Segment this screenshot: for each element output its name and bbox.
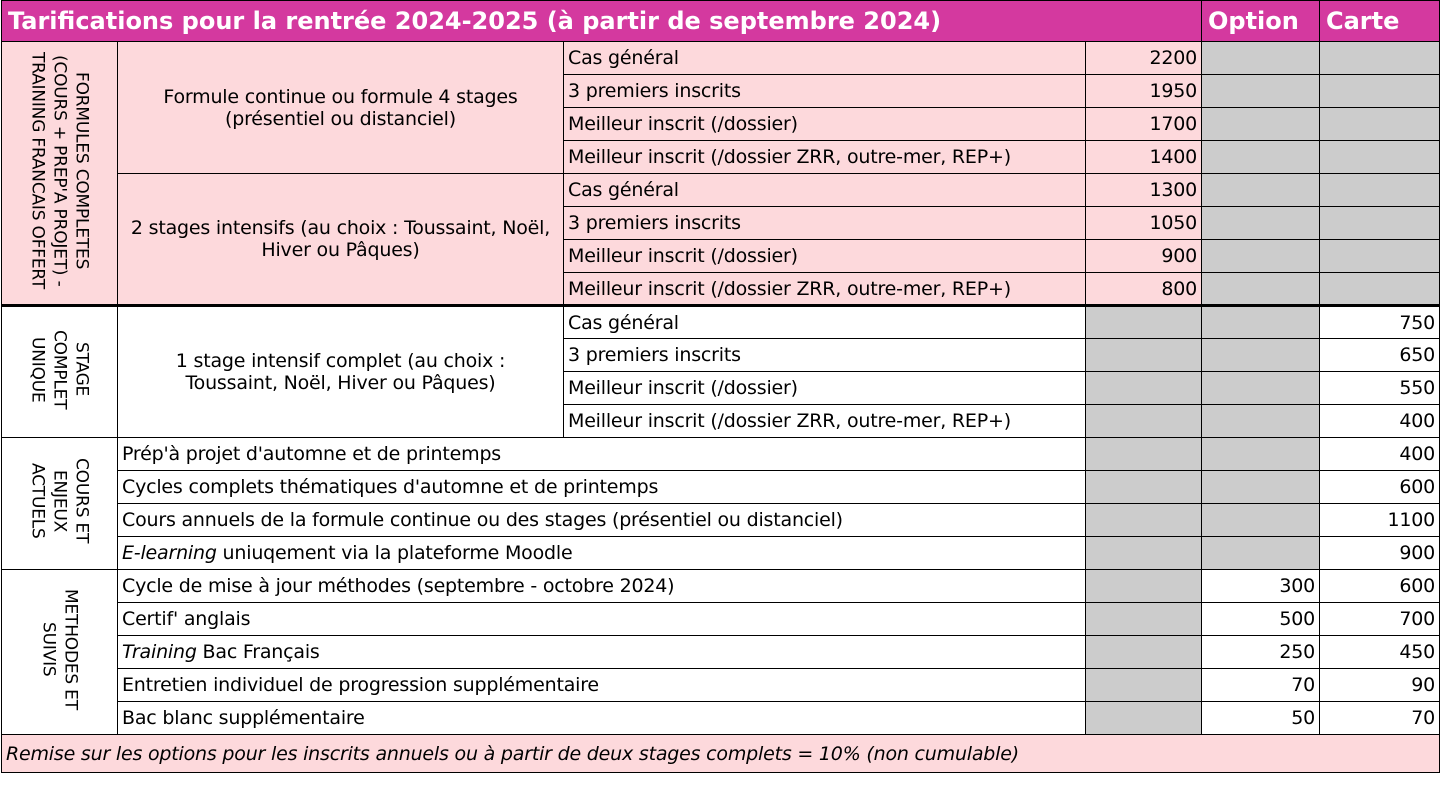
group-label: COURS ET ENJEUX ACTUELS (27, 458, 92, 544)
price-cell: 2200 (1086, 42, 1202, 75)
carte-cell: 1100 (1320, 504, 1440, 537)
case-label: Meilleur inscrit (/dossier ZRR, outre-mer, REP+) (564, 273, 1086, 306)
table-title: Tarifications pour la rentrée 2024-2025 (à partir de septembre 2024) (2, 1, 1202, 42)
option-cell: 500 (1202, 603, 1320, 636)
table-header-row (2, 1, 1440, 42)
option-empty (1202, 141, 1320, 174)
column-header-carte: Carte (1320, 1, 1440, 42)
table-row (2, 537, 1440, 570)
option-empty (1202, 339, 1320, 372)
methode-label: Certif' anglais (118, 603, 1086, 636)
methode-label-rest: Bac Français (196, 641, 320, 663)
price-empty (1086, 339, 1202, 372)
carte-empty (1320, 75, 1440, 108)
carte-cell: 750 (1320, 306, 1440, 339)
case-label: Cas général (564, 306, 1086, 339)
price-empty (1086, 504, 1202, 537)
case-label: 3 premiers inscrits (564, 339, 1086, 372)
price-empty (1086, 669, 1202, 702)
table-row (2, 471, 1440, 504)
pricing-table (1, 0, 1440, 773)
group-label: METHODES ET SUIVIS (38, 589, 81, 710)
carte-cell: 400 (1320, 438, 1440, 471)
table-row (2, 603, 1440, 636)
deux-stages-label: 2 stages intensifs (au choix : Toussaint, Noël, Hiver ou Pâques) (118, 174, 564, 306)
option-empty (1202, 405, 1320, 438)
methode-label: Bac blanc supplémentaire (118, 702, 1086, 735)
option-empty (1202, 240, 1320, 273)
case-label: Meilleur inscrit (/dossier) (564, 372, 1086, 405)
cours-label (118, 537, 1086, 570)
option-empty (1202, 42, 1320, 75)
carte-empty (1320, 141, 1440, 174)
table-row (2, 438, 1440, 471)
price-empty (1086, 537, 1202, 570)
price-cell: 1950 (1086, 75, 1202, 108)
carte-cell: 70 (1320, 702, 1440, 735)
carte-empty (1320, 207, 1440, 240)
table-row (2, 702, 1440, 735)
group-formules-completes (2, 42, 118, 306)
table-row (2, 306, 1440, 339)
price-empty (1086, 636, 1202, 669)
price-empty (1086, 306, 1202, 339)
option-empty (1202, 438, 1320, 471)
carte-cell: 450 (1320, 636, 1440, 669)
price-empty (1086, 702, 1202, 735)
methode-label-italic: Training (122, 641, 197, 663)
group-label: FORMULES COMPLETES (COURS + PREP'A PROJET) - TRAINING FRANCAIS OFFERT (27, 52, 92, 289)
option-empty (1202, 174, 1320, 207)
table-row (2, 669, 1440, 702)
methode-label: Entretien individuel de progression supplémentaire (118, 669, 1086, 702)
price-empty (1086, 405, 1202, 438)
case-label: Cas général (564, 42, 1086, 75)
option-empty (1202, 207, 1320, 240)
option-empty (1202, 306, 1320, 339)
carte-empty (1320, 273, 1440, 306)
column-header-option: Option (1202, 1, 1320, 42)
group-label: STAGE COMPLET UNIQUE (27, 329, 92, 410)
case-label: 3 premiers inscrits (564, 207, 1086, 240)
option-empty (1202, 504, 1320, 537)
option-cell: 50 (1202, 702, 1320, 735)
carte-cell: 700 (1320, 603, 1440, 636)
carte-empty (1320, 42, 1440, 75)
carte-cell: 400 (1320, 405, 1440, 438)
carte-empty (1320, 240, 1440, 273)
carte-cell: 90 (1320, 669, 1440, 702)
group-methodes-suivis (2, 570, 118, 735)
cours-label-italic: E-learning (122, 542, 217, 564)
option-cell: 70 (1202, 669, 1320, 702)
option-cell: 300 (1202, 570, 1320, 603)
un-stage-label: 1 stage intensif complet (au choix : Toussaint, Noël, Hiver ou Pâques) (118, 306, 564, 438)
carte-cell: 650 (1320, 339, 1440, 372)
price-empty (1086, 603, 1202, 636)
formule-continue-label: Formule continue ou formule 4 stages (présentiel ou distanciel) (118, 42, 564, 174)
carte-cell: 600 (1320, 471, 1440, 504)
case-label: Meilleur inscrit (/dossier) (564, 108, 1086, 141)
table-row (2, 42, 1440, 75)
cours-label: Cycles complets thématiques d'automne et de printemps (118, 471, 1086, 504)
price-cell: 1300 (1086, 174, 1202, 207)
option-cell: 250 (1202, 636, 1320, 669)
table-row (2, 570, 1440, 603)
option-empty (1202, 537, 1320, 570)
option-empty (1202, 273, 1320, 306)
case-label: Meilleur inscrit (/dossier ZRR, outre-mer, REP+) (564, 405, 1086, 438)
case-label: Meilleur inscrit (/dossier) (564, 240, 1086, 273)
table-row (2, 174, 1440, 207)
carte-cell: 900 (1320, 537, 1440, 570)
carte-cell: 550 (1320, 372, 1440, 405)
case-label: 3 premiers inscrits (564, 75, 1086, 108)
table-row (2, 504, 1440, 537)
carte-cell: 600 (1320, 570, 1440, 603)
footer-row (2, 735, 1440, 773)
carte-empty (1320, 108, 1440, 141)
price-empty (1086, 372, 1202, 405)
price-cell: 800 (1086, 273, 1202, 306)
cours-label: Prép'à projet d'automne et de printemps (118, 438, 1086, 471)
cours-label-rest: uniuqement via la plateforme Moodle (216, 542, 573, 564)
group-stage-unique (2, 306, 118, 438)
option-empty (1202, 108, 1320, 141)
option-empty (1202, 372, 1320, 405)
option-empty (1202, 75, 1320, 108)
price-cell: 1400 (1086, 141, 1202, 174)
methode-label: Cycle de mise à jour méthodes (septembre - octobre 2024) (118, 570, 1086, 603)
table-row (2, 636, 1440, 669)
price-empty (1086, 471, 1202, 504)
price-empty (1086, 570, 1202, 603)
price-cell: 900 (1086, 240, 1202, 273)
case-label: Meilleur inscrit (/dossier ZRR, outre-mer, REP+) (564, 141, 1086, 174)
cours-label: Cours annuels de la formule continue ou des stages (présentiel ou distanciel) (118, 504, 1086, 537)
discount-note: Remise sur les options pour les inscrits annuels ou à partir de deux stages complets = 10% (non cumulable) (2, 735, 1440, 773)
option-empty (1202, 471, 1320, 504)
methode-label (118, 636, 1086, 669)
price-cell: 1700 (1086, 108, 1202, 141)
carte-empty (1320, 174, 1440, 207)
price-cell: 1050 (1086, 207, 1202, 240)
price-empty (1086, 438, 1202, 471)
group-cours-enjeux (2, 438, 118, 570)
case-label: Cas général (564, 174, 1086, 207)
